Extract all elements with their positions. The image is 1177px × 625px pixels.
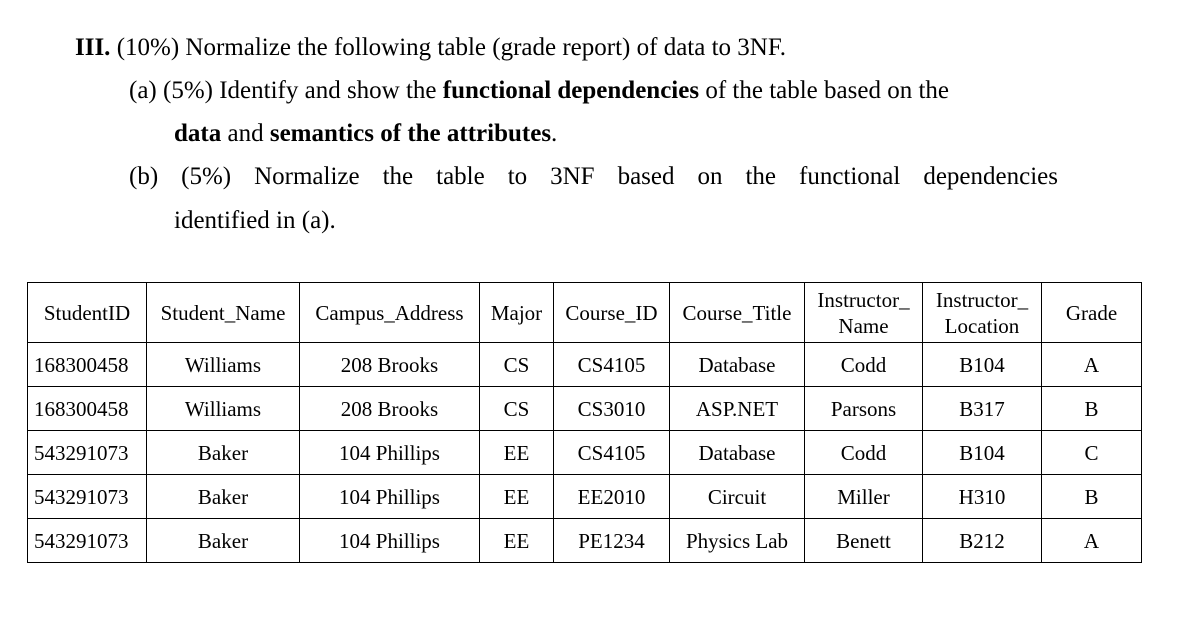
part-a-period: . xyxy=(551,120,558,147)
header-student-name: Student_Name xyxy=(147,283,300,343)
cell-instructor-location: B104 xyxy=(923,431,1042,475)
cell-course-title: Circuit xyxy=(670,475,805,519)
cell-major: EE xyxy=(480,431,554,475)
cell-major: EE xyxy=(480,475,554,519)
cell-campus-address: 208 Brooks xyxy=(300,343,480,387)
part-a-line-1 xyxy=(129,76,949,106)
cell-student-name: Baker xyxy=(147,519,300,563)
header-major: Major xyxy=(480,283,554,343)
part-a-bold-data: data xyxy=(174,120,222,147)
cell-instructor-name: Codd xyxy=(805,431,923,475)
cell-campus-address: 104 Phillips xyxy=(300,431,480,475)
cell-course-title: Database xyxy=(670,343,805,387)
question-text: (10%) Normalize the following table (grade report) of data to 3NF. xyxy=(116,34,786,61)
cell-instructor-name: Codd xyxy=(805,343,923,387)
part-a-bold-functional-dependencies: functional dependencies xyxy=(442,77,700,104)
cell-studentid: 168300458 xyxy=(28,343,147,387)
cell-student-name: Baker xyxy=(147,475,300,519)
cell-student-name: Williams xyxy=(147,387,300,431)
part-b-line-2: identified in (a). xyxy=(174,207,336,234)
cell-course-id: EE2010 xyxy=(554,475,670,519)
cell-studentid: 543291073 xyxy=(28,519,147,563)
table-row xyxy=(28,519,1142,563)
cell-grade: A xyxy=(1042,343,1142,387)
cell-studentid: 168300458 xyxy=(28,387,147,431)
cell-grade: A xyxy=(1042,519,1142,563)
cell-instructor-name: Benett xyxy=(805,519,923,563)
cell-course-title: Database xyxy=(670,431,805,475)
part-a-bold-semantics: semantics of the attributes xyxy=(269,120,552,147)
cell-course-id: CS3010 xyxy=(554,387,670,431)
header-instructor-location: Instructor_ Location xyxy=(923,283,1042,343)
cell-instructor-location: H310 xyxy=(923,475,1042,519)
cell-course-id: PE1234 xyxy=(554,519,670,563)
table-header-row xyxy=(28,283,1142,343)
cell-instructor-location: B212 xyxy=(923,519,1042,563)
cell-major: CS xyxy=(480,343,554,387)
header-course-title: Course_Title xyxy=(670,283,805,343)
part-a-and: and xyxy=(227,120,264,147)
cell-campus-address: 208 Brooks xyxy=(300,387,480,431)
header-studentid: StudentID xyxy=(28,283,147,343)
cell-student-name: Baker xyxy=(147,431,300,475)
cell-instructor-name: Parsons xyxy=(805,387,923,431)
part-a-suffix: of the table based on the xyxy=(705,77,949,104)
cell-instructor-location: B317 xyxy=(923,387,1042,431)
cell-course-title: ASP.NET xyxy=(670,387,805,431)
question-heading xyxy=(75,33,786,63)
table-row xyxy=(28,343,1142,387)
cell-campus-address: 104 Phillips xyxy=(300,519,480,563)
table-row xyxy=(28,431,1142,475)
cell-grade: C xyxy=(1042,431,1142,475)
grade-report-table xyxy=(27,282,1142,563)
cell-grade: B xyxy=(1042,475,1142,519)
cell-instructor-location: B104 xyxy=(923,343,1042,387)
cell-grade: B xyxy=(1042,387,1142,431)
cell-course-id: CS4105 xyxy=(554,431,670,475)
part-b-line-1: (b) (5%) Normalize the table to 3NF based on the functional dependencies xyxy=(129,163,1058,190)
header-course-id: Course_ID xyxy=(554,283,670,343)
cell-major: CS xyxy=(480,387,554,431)
table-row xyxy=(28,475,1142,519)
part-a-line-2 xyxy=(174,119,557,149)
question-number: III. xyxy=(75,34,111,61)
cell-student-name: Williams xyxy=(147,343,300,387)
cell-instructor-name: Miller xyxy=(805,475,923,519)
cell-course-title: Physics Lab xyxy=(670,519,805,563)
header-campus-address: Campus_Address xyxy=(300,283,480,343)
cell-studentid: 543291073 xyxy=(28,475,147,519)
table-row xyxy=(28,387,1142,431)
cell-campus-address: 104 Phillips xyxy=(300,475,480,519)
cell-major: EE xyxy=(480,519,554,563)
part-a-prefix: (a) (5%) Identify and show the xyxy=(129,77,437,104)
cell-studentid: 543291073 xyxy=(28,431,147,475)
header-instructor-name: Instructor_ Name xyxy=(805,283,923,343)
header-grade: Grade xyxy=(1042,283,1142,343)
cell-course-id: CS4105 xyxy=(554,343,670,387)
